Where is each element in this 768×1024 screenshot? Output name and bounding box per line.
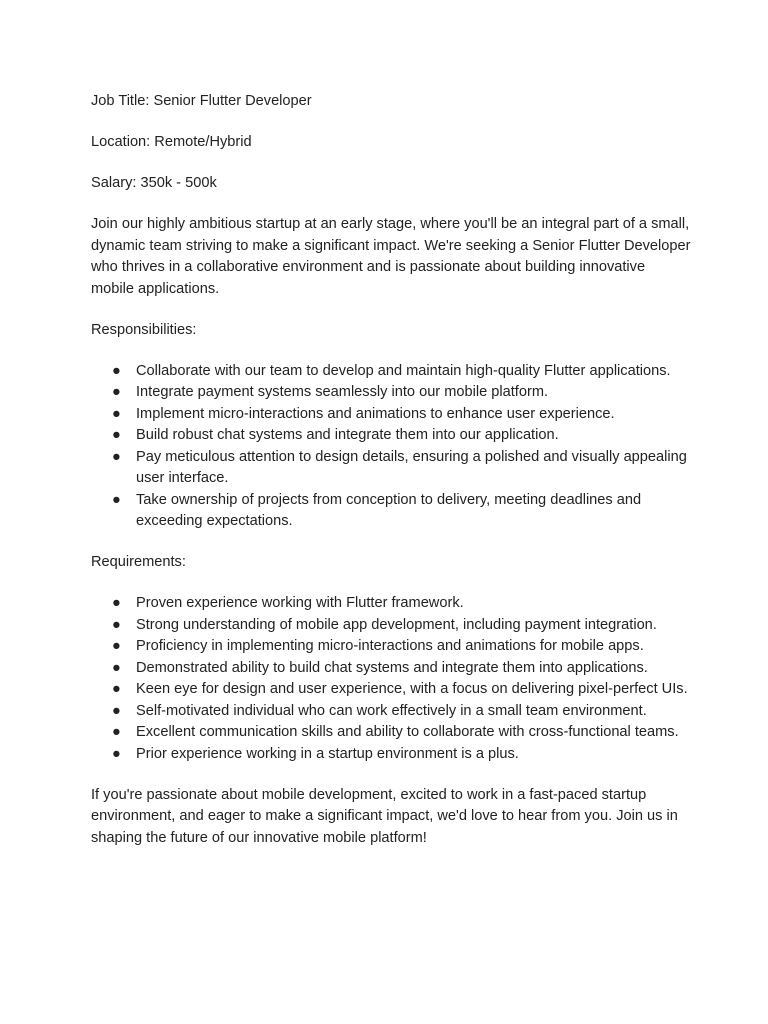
list-item (91, 744, 691, 766)
list-item-text: Keen eye for design and user experience, with a focus on delivering pixel-perfect UIs. (136, 681, 688, 697)
list-item-text: Take ownership of projects from conception to delivery, meeting deadlines and exceeding expectations. (136, 491, 642, 529)
job-title: Job Title: Senior Flutter Developer (91, 93, 312, 109)
list-item-text: Proven experience working with Flutter framework. (136, 595, 464, 611)
list-item (91, 382, 691, 404)
list-item (91, 636, 691, 658)
responsibilities-list (91, 361, 691, 533)
list-item-text: Self-motivated individual who can work effectively in a small team environment. (136, 702, 647, 719)
bullet-icon: ● (112, 491, 121, 508)
list-item (91, 361, 691, 383)
list-item-text: Strong understanding of mobile app development, including payment integration. (136, 616, 657, 633)
responsibilities-heading: Responsibilities: (91, 321, 197, 338)
bullet-icon: ● (112, 427, 121, 443)
list-item-text: Pay meticulous attention to design details, ensuring a polished and visually appealing user interface. (136, 448, 687, 486)
bullet-icon: ● (112, 448, 121, 465)
bullet-icon: ● (112, 702, 121, 719)
requirements-heading: Requirements: (91, 554, 186, 570)
bullet-icon: ● (112, 384, 121, 400)
list-item-text: Demonstrated ability to build chat systems and integrate them into applications. (136, 659, 648, 676)
bullet-icon: ● (112, 638, 121, 654)
list-item (91, 404, 691, 426)
list-item (91, 490, 691, 533)
requirements-list (91, 593, 691, 765)
bullet-icon: ● (112, 745, 121, 762)
list-item (91, 658, 691, 680)
list-item (91, 593, 691, 615)
bullet-icon: ● (112, 616, 121, 633)
job-location: Location: Remote/Hybrid (91, 134, 252, 150)
list-item-text: Implement micro-interactions and animations to enhance user experience. (136, 405, 615, 422)
list-item (91, 701, 691, 723)
list-item-text: Integrate payment systems seamlessly into our mobile platform. (136, 384, 549, 400)
list-item-text: Proficiency in implementing micro-interactions and animations for mobile apps. (136, 638, 644, 654)
list-item (91, 425, 691, 447)
list-item (91, 447, 691, 490)
closing-paragraph: If you're passionate about mobile development, excited to work in a fast-paced startup environment, and eager to make a significant impact, we'd love to hear from you. Join us in shaping the future of our innovative mobile platform! (91, 786, 678, 846)
list-item-text: Excellent communication skills and ability to collaborate with cross-functional teams. (136, 724, 679, 740)
list-item-text: Collaborate with our team to develop and maintain high-quality Flutter applications. (136, 362, 671, 379)
intro-paragraph: Join our highly ambitious startup at an early stage, where you'll be an integral part of a small, dynamic team striving to make a significant impact. We're seeking a Senior Flutter Developer who thrives in a collaborative environment and is passionate about building innovative mobile applications. (91, 216, 691, 297)
bullet-icon: ● (112, 362, 121, 379)
list-item-text: Build robust chat systems and integrate them into our application. (136, 427, 559, 443)
job-salary: Salary: 350k - 500k (91, 175, 217, 191)
job-posting-document (91, 91, 691, 849)
list-item (91, 615, 691, 637)
bullet-icon: ● (112, 681, 121, 697)
list-item (91, 679, 691, 701)
bullet-icon: ● (112, 405, 121, 422)
bullet-icon: ● (112, 659, 121, 676)
list-item-text: Prior experience working in a startup environment is a plus. (136, 745, 519, 762)
list-item (91, 722, 691, 744)
bullet-icon: ● (112, 595, 121, 611)
bullet-icon: ● (112, 724, 121, 740)
